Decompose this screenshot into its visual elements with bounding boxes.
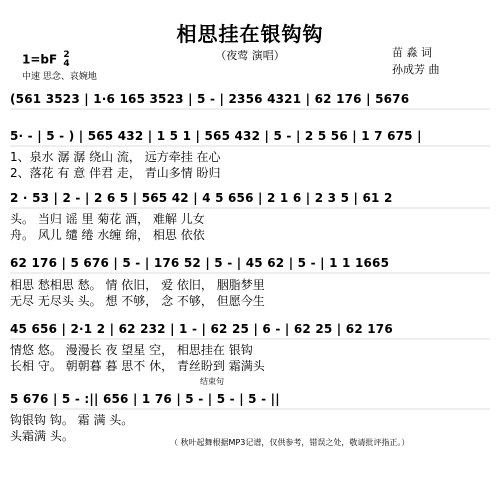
score-row-5 <box>10 318 490 340</box>
performer-subtitle: （夜莺 演唱） <box>215 49 285 62</box>
row-5-lyric-2: 长相 守。 朝朝暮 暮 思不 休， 青丝盼到 霜满头 <box>10 359 265 373</box>
row-6-notes: 5 676 | 5 - :|| 656 | 1 76 | 5 - | 5 - | 5 - || <box>10 392 280 406</box>
row-2-notes: 5· - | 5 - ) | 565 432 | 1 5 1 | 565 432 | 5 - | 2 5 56 | 1 7 675 | <box>10 129 422 143</box>
song-title: 相思挂在银钩钩 <box>176 22 324 46</box>
row-6-lyric-1: 钩银钩 钩。 霜 满 头。 <box>10 413 134 427</box>
score-row-2 <box>10 125 490 147</box>
row-2-lyric-2: 2、落花 有 意 伴君 走， 青山多情 盼归 <box>10 166 221 180</box>
key-label: 1= <box>22 52 41 67</box>
ending-label: 结束句 <box>200 377 224 386</box>
row-4-notes: 62 176 | 5 676 | 5 - | 176 52 | 5 - | 45 62 | 5 - | 1 1 1665 <box>10 256 390 270</box>
score-row-3 <box>10 187 490 209</box>
time-bottom: 4 <box>63 59 70 69</box>
score-row-1 <box>10 88 490 110</box>
score-row-4 <box>10 252 490 274</box>
transcriber-footnote: （ 秋叶起舞根据MP3记谱，仅供参考，错误之处，敬请批评指正。） <box>170 438 410 447</box>
row-5-notes: 45 656 | 2·1 2 | 62 232 | 1 - | 62 25 | 6 - | 62 25 | 62 176 <box>10 322 393 336</box>
time-signature <box>63 51 69 69</box>
time-top: 2 <box>63 50 70 60</box>
row-3-lyric-2: 舟。 风儿 缱 绻 水缠 绵， 相思 依依 <box>10 228 205 242</box>
tempo-marking: 中速 思念、哀婉地 <box>22 72 97 82</box>
row-6-lyric-2: 头霜满 头。 <box>10 429 74 443</box>
row-4-lyric-1: 相思 愁相思 愁。 情 依旧， 爱 依旧， 胭脂梦里 <box>10 278 265 292</box>
row-5-lyric-1: 情悠 悠。 漫漫长 夜 望星 空， 相思挂在 银钩 <box>10 343 253 357</box>
row-2-lyric-1: 1、泉水 潺 潺 绕山 流， 远方牵挂 在心 <box>10 150 221 164</box>
key-flat: bF <box>40 52 58 67</box>
composer-credit: 孙成芳 曲 <box>392 63 440 76</box>
row-3-lyric-1: 头。 当归 谣 里 菊花 酒， 难解 儿女 <box>10 212 205 226</box>
lyricist-credit: 苗 淼 词 <box>392 46 432 59</box>
score-row-6 <box>10 388 490 410</box>
row-4-lyric-2: 无尽 无尽头 头。 想 不够， 念 不够， 但愿今生 <box>10 294 265 308</box>
row-1-notes: (561 3523 | 1·6 165 3523 | 5 - | 2356 4321 | 62 176 | 5676 <box>10 92 410 106</box>
row-3-notes: 2 · 53 | 2 - | 2 6 5 | 565 42 | 4 5 656 | 2 1 6 | 2 3 5 | 61 2 <box>10 191 393 205</box>
key-signature <box>22 51 70 69</box>
